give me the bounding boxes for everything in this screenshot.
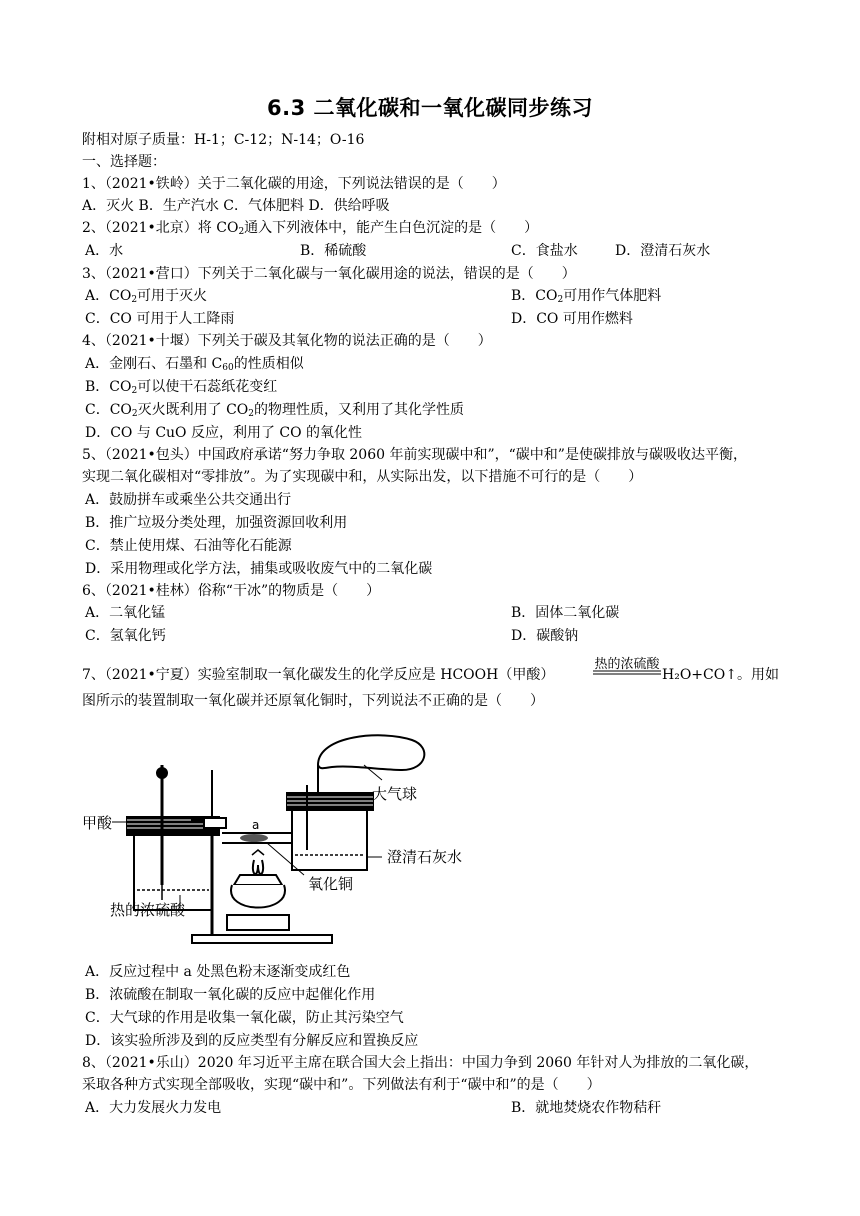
- dropper-bulb: [157, 768, 167, 778]
- label-formic-acid: 甲酸: [82, 814, 113, 832]
- q3-stem: 3、（2021•营口）下列关于二氧化碳与一氧化碳用途的说法，错误的是（ ）: [82, 266, 576, 282]
- q6-option-c: C．氢氧化钙: [85, 628, 166, 644]
- q1-options: A．灭火 B．生产汽水 C．气体肥料 D．供给呼吸: [82, 198, 390, 214]
- label-limewater: 澄清石灰水: [387, 848, 463, 866]
- q5-option-b: B．推广垃圾分类处理，加强资源回收利用: [85, 515, 348, 531]
- lamp-cap: [234, 875, 282, 885]
- equals-arrow-icon: [593, 653, 661, 681]
- q8-stem-line1: 8、（2021•乐山）2020 年习近平主席在联合国大会上指出：中国力争到 2060 年针对人为排放的二氧化碳，: [82, 1055, 759, 1071]
- q6-option-a: A．二氧化锰: [85, 605, 166, 621]
- label-hot-sulfuric-acid: 热的浓硫酸: [110, 901, 186, 919]
- balloon: [318, 735, 424, 770]
- reaction-condition-arrow: [593, 653, 661, 681]
- label-copper-oxide: 氧化铜: [308, 875, 354, 893]
- q3-option-b: B．$CO_2$可用作气体肥料: [511, 288, 662, 305]
- q7-stem-line1-end: H₂O+CO↑。用如: [662, 667, 779, 683]
- co-apparatus-diagram: [82, 725, 522, 955]
- q4-stem: 4、（2021•十堰）下列关于碳及其氧化物的说法正确的是（ ）: [82, 333, 492, 349]
- q7-option-b: B．浓硫酸在制取一氧化碳的反应中起催化作用: [85, 987, 376, 1003]
- q3-option-d: D．CO 可用作燃料: [511, 311, 633, 327]
- right-bottle: [292, 810, 367, 870]
- q7-stem-line2: 图所示的装置制取一氧化碳并还原氧化铜时，下列说法不正确的是（ ）: [82, 693, 544, 709]
- q6-stem: 6、（2021•桂林）俗称“干冰”的物质是（ ）: [82, 583, 381, 599]
- q8-stem-line2: 采取各种方式实现全部吸收，实现“碳中和”。下列做法有利于“碳中和”的是（ ）: [82, 1077, 601, 1093]
- alcohol-lamp: [231, 885, 285, 908]
- section-heading: 一、选择题：: [82, 154, 166, 170]
- q1-stem: 1、（2021•铁岭）关于二氧化碳的用途，下列说法错误的是（ ）: [82, 176, 506, 192]
- atomic-mass-note: 附相对原子质量：H-1；C-12；N-14；O-16: [82, 132, 365, 148]
- flame: [253, 860, 263, 874]
- q2-option-b: B．稀硫酸: [300, 243, 367, 259]
- q4-option-a: A．金刚石、石墨和 $C_{60}$的性质相似: [85, 356, 304, 373]
- q4-option-b: B．$CO_2$可以使干石蕊纸花变红: [85, 379, 278, 396]
- q2-option-d: D．澄清石灰水: [615, 243, 711, 259]
- q5-option-c: C．禁止使用煤、石油等化石能源: [85, 538, 292, 554]
- q7-option-a: A．反应过程中 a 处黑色粉末逐渐变成红色: [85, 964, 351, 980]
- q7-stem-line1: 7、（2021•宁夏）实验室制取一氧化碳发生的化学反应是 HCOOH（甲酸）: [82, 667, 555, 683]
- reaction-condition-label: 热的浓硫酸: [594, 657, 660, 672]
- label-balloon: 大气球: [372, 785, 418, 803]
- q8-option-a: A．大力发展火力发电: [85, 1100, 222, 1116]
- q7-option-d: D．该实验所涉及到的反应类型有分解反应和置换反应: [85, 1033, 419, 1049]
- left-bottle: [134, 835, 212, 910]
- q5-stem-line2: 实现二氧化碳相对“零排放”。为了实现碳中和，从实际出发，以下措施不可行的是（ ）: [82, 469, 643, 485]
- q5-stem-line1: 5、（2021•包头）中国政府承诺“努力争取 2060 年前实现碳中和”，“碳中和”是使碳排放与碳吸收达平衡，: [82, 447, 747, 463]
- q2-option-a: A．水: [85, 243, 124, 259]
- clamp: [204, 818, 226, 828]
- q5-option-a: A．鼓励拼车或乘坐公共交通出行: [85, 492, 292, 508]
- q4-option-d: D．CO 与 CuO 反应，利用了 CO 的氧化性: [85, 425, 363, 441]
- q2-stem: 2、（2021•北京）将 $CO_2$通入下列液体中，能产生白色沉淀的是（ ）: [82, 220, 539, 237]
- q8-option-b: B．就地焚烧农作物秸秆: [511, 1100, 662, 1116]
- q3-option-a: A．$CO_2$可用于灭火: [85, 288, 208, 305]
- cuo-powder: [240, 834, 268, 842]
- page-title: 6.3 二氧化碳和一氧化碳同步练习: [266, 96, 593, 120]
- q6-option-b: B．固体二氧化碳: [511, 605, 620, 621]
- q5-option-d: D．采用物理或化学方法，捕集或吸收废气中的二氧化碳: [85, 561, 433, 577]
- q6-option-d: D．碳酸钠: [511, 628, 579, 644]
- q3-option-c: C．CO 可用于人工降雨: [85, 311, 235, 327]
- q4-option-c: C．$CO_2$灭火既利用了 $CO_2$的物理性质，又利用了其化学性质: [85, 402, 465, 419]
- label-point-a: a: [252, 818, 260, 832]
- q2-option-c: C．食盐水: [511, 243, 578, 259]
- q7-option-c: C．大气球的作用是收集一氧化碳，防止其污染空气: [85, 1010, 404, 1026]
- stand-base: [192, 935, 332, 943]
